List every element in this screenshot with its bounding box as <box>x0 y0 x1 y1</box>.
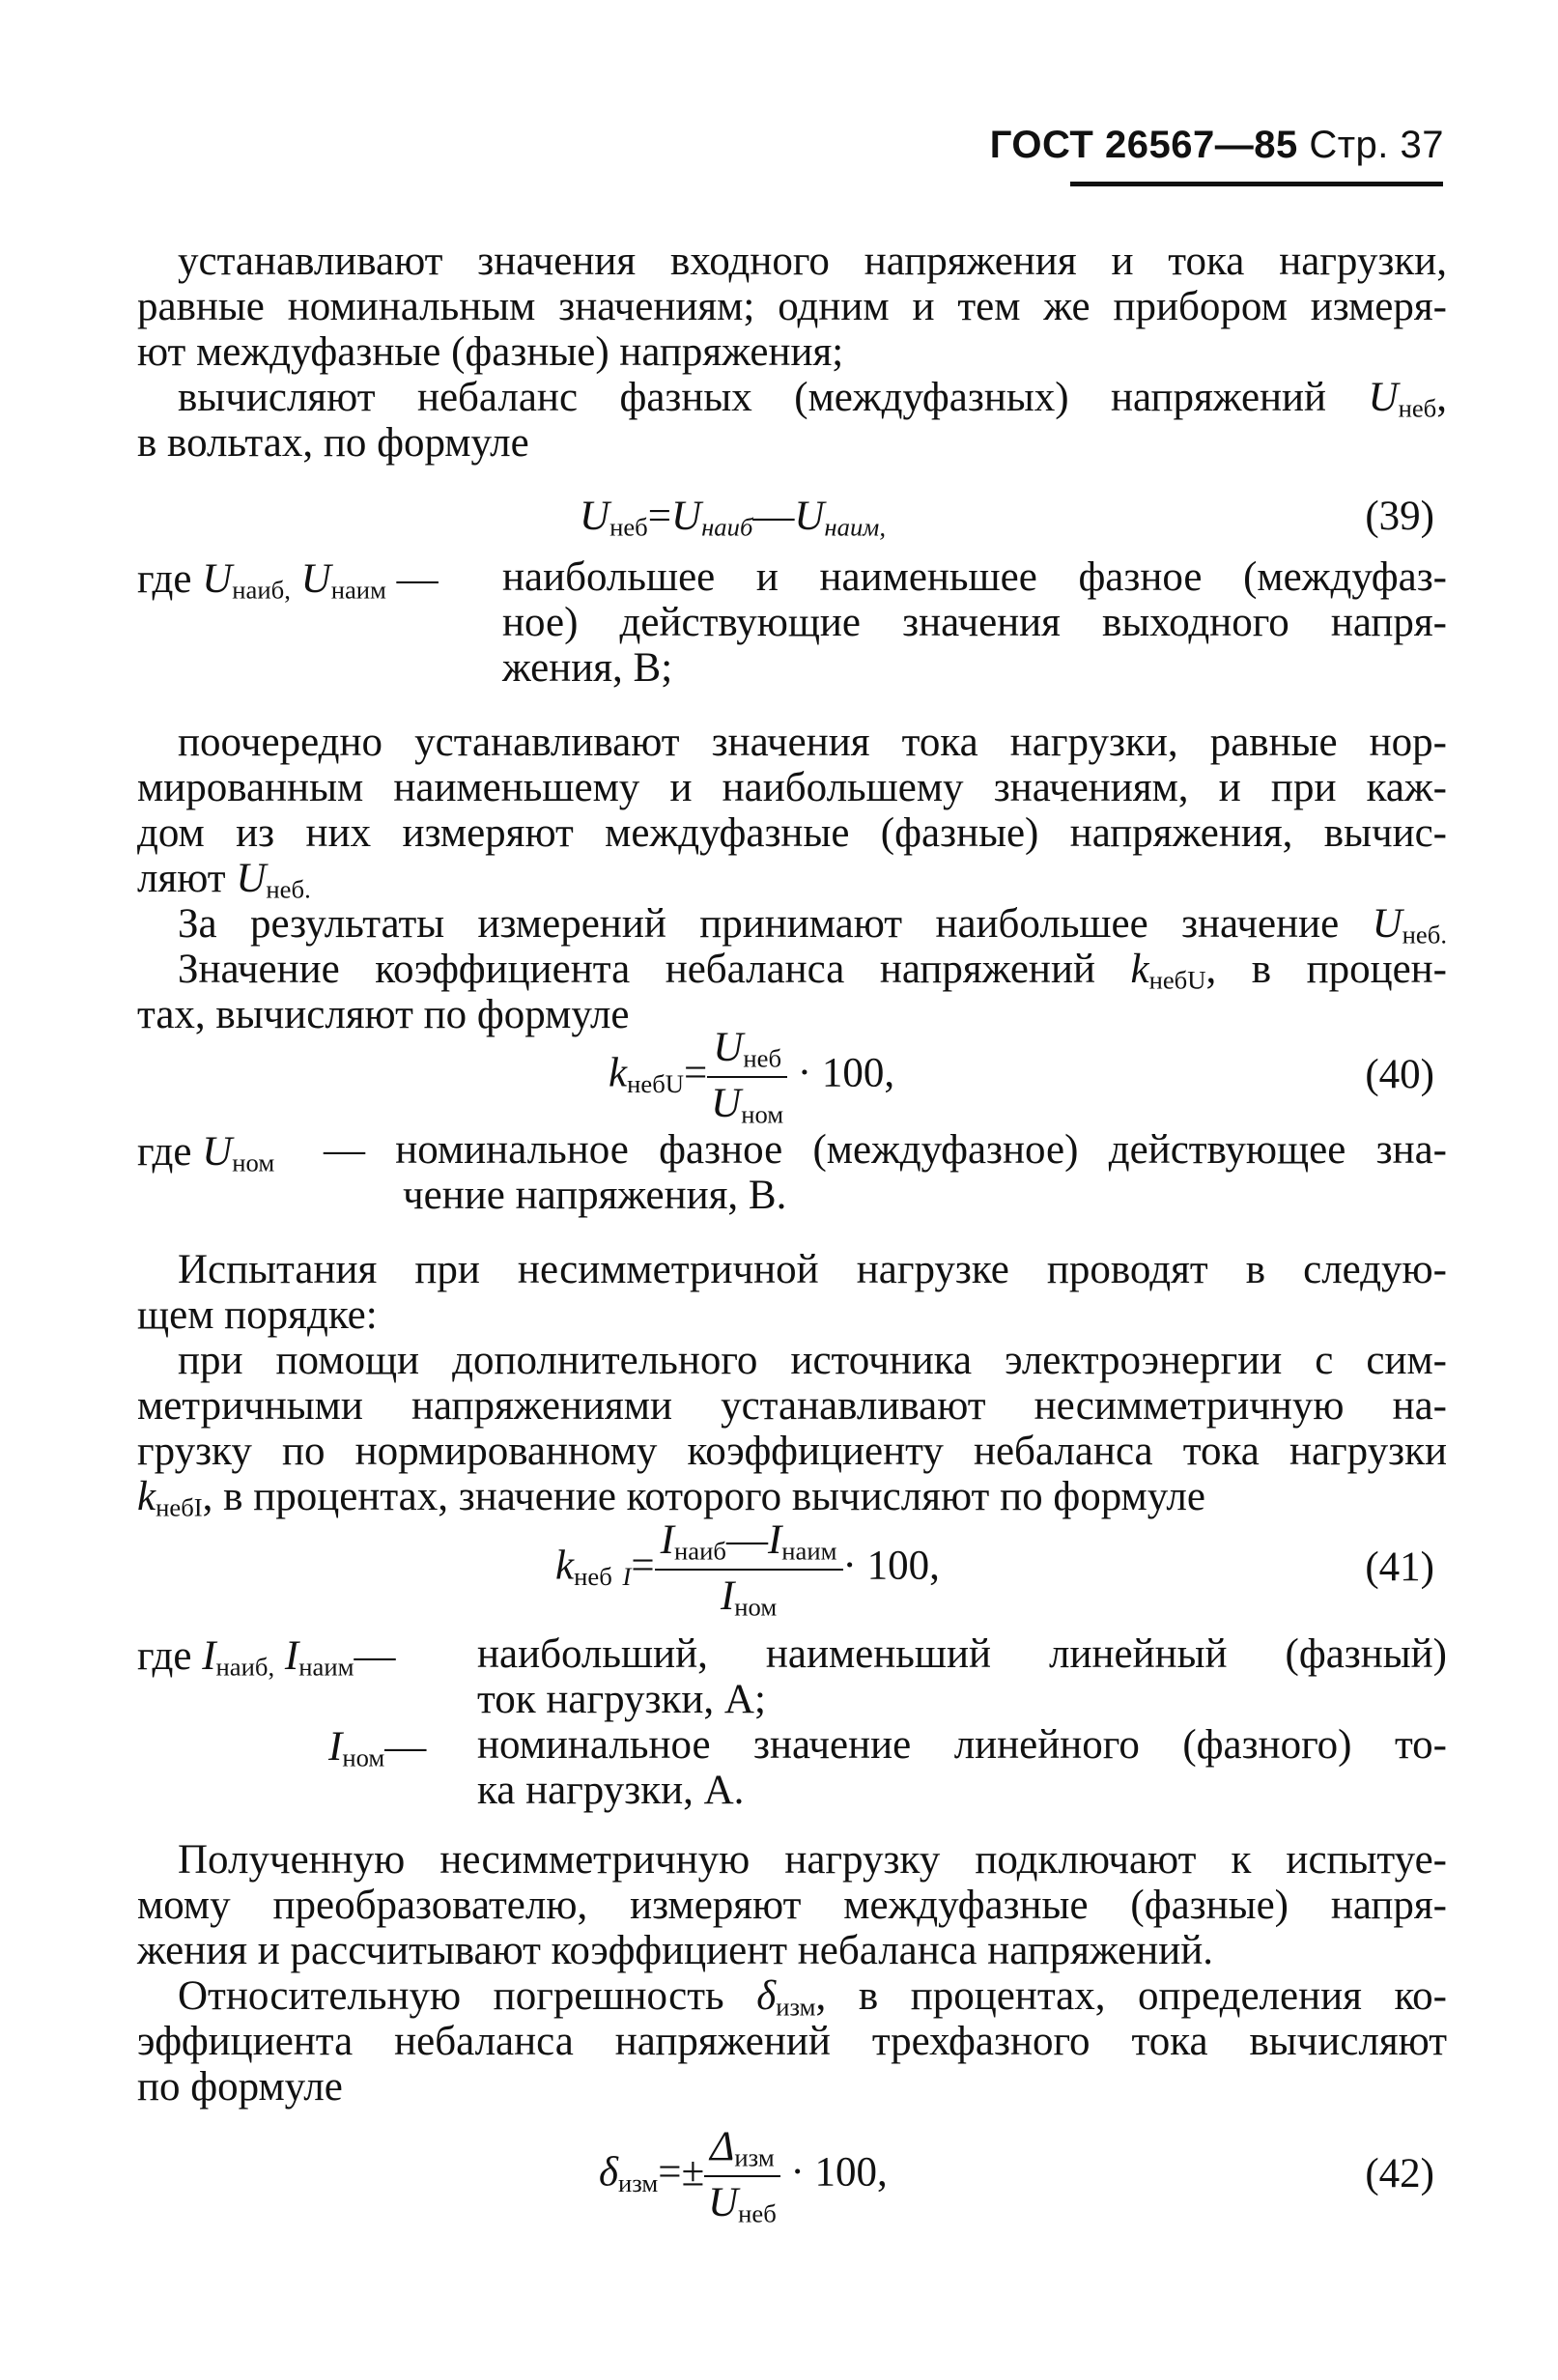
definition-text-41b: номинальное значение линейного (фазного) то- <box>477 1722 1447 1768</box>
definition-text-41b: ка нагрузки, А. <box>477 1768 745 1813</box>
paragraph-4: За результаты измерений принимают наибольшее значение $U_{неб.}$ <box>178 901 1447 949</box>
text-line: вычисляют небаланс фазных (междуфазных) напряжений $U_{неб}$, <box>178 375 1447 423</box>
paragraph-8-end: жения и рассчитывают коэффициент небаланса напряжений. <box>137 1928 1214 1973</box>
paragraph-3-cont: дом из них измеряют междуфазные (фазные) напряжения, вычис- <box>137 810 1447 856</box>
fraction: $\frac{U_{неб}}{U_{ном}}$ <box>707 1024 787 1129</box>
definition-text-41: ток нагрузки, А; <box>477 1677 766 1722</box>
definition-term-39: где $U_{наиб,}$ $U_{наим}$ — <box>137 556 439 605</box>
formula-41: $k_{неб}$ $_I$= $\frac{I_{наиб}—I_{наим}}{I_{ном}}$ · 100, <box>555 1517 940 1622</box>
paragraph-2-end <box>137 421 1447 467</box>
definition-text-41: наибольший, наименьший линейный (фазный) <box>477 1631 1447 1677</box>
equation-number-39: (39) <box>1365 494 1434 539</box>
definition-text-39: наибольшее и наименьшее фазное (междуфаз- <box>502 554 1447 600</box>
definition-text-39: ное) действующие значения выходного напря- <box>502 600 1447 645</box>
paragraph-8-cont: мому преобразователю, измеряют междуфазные (фазные) напря- <box>137 1883 1447 1928</box>
standard-number: ГОСТ 26567—85 <box>989 124 1298 166</box>
paragraph-8: Полученную несимметричную нагрузку подключают к испытуе- <box>178 1837 1447 1883</box>
fraction: $\frac{\Delta_{изм}}{U_{неб}}$ <box>704 2123 780 2228</box>
definition-text-40: — номинальное фазное (междуфазное) действующее зна- <box>324 1127 1447 1173</box>
paragraph-1-cont <box>137 285 1447 330</box>
equation-number-42: (42) <box>1365 2151 1434 2196</box>
text-line: в вольтах, по формуле <box>137 420 529 466</box>
page-header <box>990 124 1444 167</box>
paragraph-9: Относительную погрешность $\delta_{изм}$, в процентах, определения ко- <box>178 1973 1447 2022</box>
paragraph-7-end: $k_{небI}$, в процентах, значение которого вычисляют по формуле <box>137 1474 1205 1522</box>
equation-number-40: (40) <box>1365 1052 1434 1097</box>
definition-text-39: жения, В; <box>502 645 673 691</box>
paragraph-7-cont: грузку по нормированному коэффициенту небаланса тока нагрузки <box>137 1429 1447 1474</box>
paragraph-7: при помощи дополнительного источника электроэнергии с сим- <box>178 1338 1447 1383</box>
paragraph-9-cont: эффициента небаланса напряжений трехфазного тока вычисляют <box>137 2019 1447 2064</box>
definition-term-41: где $I_{наиб,}$ $I_{наим}—$ <box>137 1633 396 1682</box>
paragraph-9-end: по формуле <box>137 2064 343 2110</box>
paragraph-6: Испытания при несимметричной нагрузке проводят в следую- <box>178 1247 1447 1292</box>
paragraph-1 <box>137 240 1447 285</box>
text-line: равные номинальным значениям; одним и тем же прибором измеря- <box>137 284 1447 329</box>
paragraph-3-end: ляют $U_{неб.}$ <box>137 856 311 904</box>
header-rule <box>1070 182 1443 186</box>
paragraph-7-cont: метричными напряжениями устанавливают несимметричную на- <box>137 1383 1447 1429</box>
paragraph-3: поочередно устанавливают значения тока нагрузки, равные нор- <box>178 720 1447 765</box>
page-number: Стр. 37 <box>1309 124 1444 166</box>
formula-40: $k_{небU}=$ $\frac{U_{неб}}{U_{ном}}$ · 100, <box>609 1025 895 1129</box>
text-line: ют междуфазные (фазные) напряжения; <box>137 329 844 375</box>
paragraph-1-end <box>137 330 1447 376</box>
definition-term-40: где $U_{ном}$ <box>137 1129 275 1177</box>
fraction: $\frac{I_{наиб}—I_{наим}}{I_{ном}}$ <box>655 1516 843 1622</box>
paragraph-5: Значение коэффициента небаланса напряжений $k_{небU}$, в процен- <box>178 947 1448 995</box>
formula-42: $\delta_{изм}=\pm$ $\frac{\Delta_{изм}}{U_{неб}}$ · 100, <box>599 2124 888 2228</box>
text-line: устанавливают значения входного напряжения и тока нагрузки, <box>178 239 1447 284</box>
formula-39: $U_{неб}=U_{наиб}—U_{наим,}$ <box>580 494 886 542</box>
paragraph-6-end: щем порядке: <box>137 1292 378 1338</box>
definition-term-41b: $I_{ном}—$ <box>328 1724 427 1772</box>
paragraph-3-cont: мированным наименьшему и наибольшему значениям, и при каж- <box>137 765 1447 810</box>
paragraph-5-end: тах, вычисляют по формуле <box>137 992 630 1037</box>
definition-text-40: чение напряжения, В. <box>403 1173 787 1218</box>
equation-number-41: (41) <box>1365 1544 1434 1590</box>
